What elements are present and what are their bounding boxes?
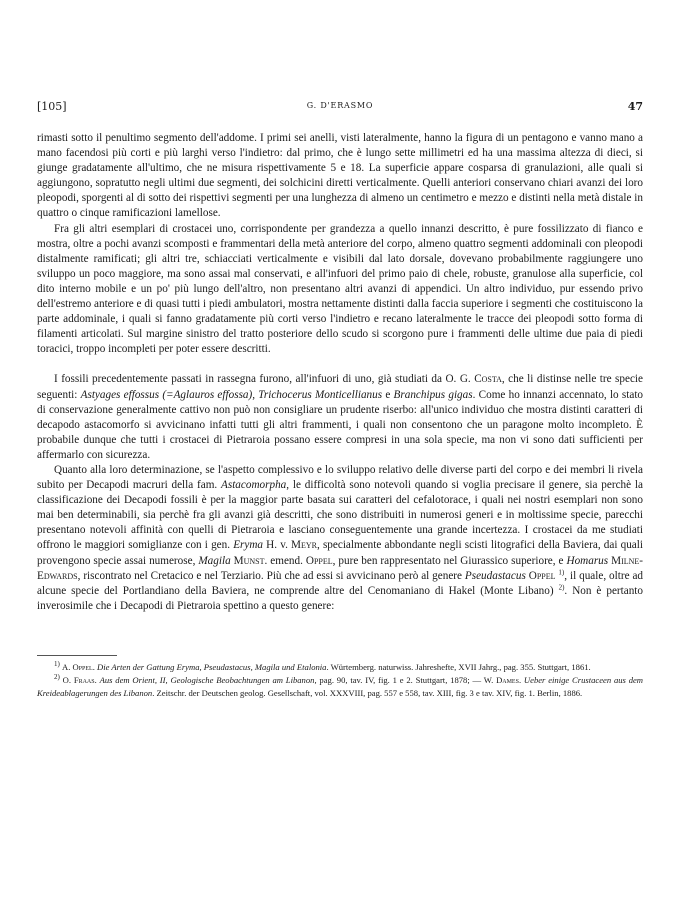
author-name: Oppel (528, 569, 556, 582)
genus-name: Eryma (233, 539, 264, 552)
footnote-divider (37, 655, 117, 656)
page-reference: [105] (37, 100, 67, 113)
author-name: Milne-Edwards (37, 554, 644, 582)
work-title: Die Arten der Gattung Eryma, Pseudastacus, Magila und Etalonia (97, 662, 327, 672)
body-text (37, 131, 643, 614)
footnotes (37, 661, 643, 700)
genus-name: Magila (198, 554, 231, 567)
author-name: O. Fraas (62, 675, 95, 685)
paragraph-3: I fossili precedentemente passati in rassegna furono, all'infuori di uno, già studiati da O. G. Costa, che li distinse nelle tre specie seguenti: Astyages effossus (=Aglauros effossa), Trichocerus Monticellianus e Branchipus gigas. Come ho innanzi accennato, lo stato di conservazione generalmente cattivo non può non consigliare un prudente riserbo: all'unico individuo che mostra distinti caratteri di decapodo astacomorfo si avvicinano infatti tutti gli altri frammenti, i quali non consentono che un paragone molto incompleto. È probabile dunque che tutti i crostacei di Pietraroia possano essere compresi in una sola specie, ma non vi sono dati sufficienti per affermarlo con sicurezza. (37, 373, 644, 461)
author-name: A. Oppel (62, 662, 93, 672)
footnote-mark: 2) (54, 673, 60, 682)
work-title: Ueber einige Crustaceen aus dem Kreideablagerungen des Libanon (37, 675, 644, 698)
author-name: Munst. (233, 554, 268, 567)
work-title: Aus dem Orient, II, Geologische Beobachtungen am Libanon (99, 675, 315, 685)
author-name: Dames (496, 675, 519, 685)
author-name: Meyr (291, 539, 317, 552)
footnote-ref-2[interactable]: 2) (558, 582, 565, 591)
family-name: Astacomorpha (221, 479, 287, 492)
footnote-ref-1[interactable]: 1) (558, 567, 565, 576)
species-name: Branchipus gigas (393, 388, 473, 401)
paragraph-1: rimasti sotto il penultimo segmento dell'addome. I primi sei anelli, visti lateralmente, hanno la figura di un pentagono e vanno mano a mano facendosi più corti e più larghi verso l'indietro: dal primo, che è lungo sette millimetri ed ha una massima altezza di dieci, si giunge gradatamente all'ultimo, che ne misura rispettivamente 5 e 18. La superficie appare cosparsa di granulazioni, alle quali si aggiungono, sopratutto negli ultimi due segmenti, dei solchicini diretti verticalmente. Quelli anteriori conservano chiari avanzi dei loro pleopodi, sporgenti al di sotto dei rispettivi segmenti per una lunghezza di almeno un centimetro e mezzo e distinti nella metà distale in quattro o cinque ramificazioni lamellose. (37, 132, 643, 220)
genus-name: Pseudastacus (464, 569, 526, 582)
footnote-mark: 1) (54, 660, 60, 669)
author-name: Oppel (305, 554, 333, 567)
page-number: 47 (627, 100, 643, 113)
species-name: Astyages effossus (=Aglauros effossa), Trichocerus Monticellianus (80, 388, 383, 401)
author-name: Costa (474, 373, 502, 386)
genus-name: Homarus (566, 554, 609, 567)
paragraph-4: Quanto alla loro determinazione, se l'aspetto complessivo e lo sviluppo relativo delle diverse parti del corpo e dei membri li rivela subito per Decapodi macruri della fam. Astacomorpha, le difficoltà sono notevoli quando si voglia precisare il genere, sia perchè la classificazione dei Decapodi fossili è per la maggior parte basata sui caratteri del cefalotorace, i quali nei nostri esemplari non sono mai ben determinabili, sia perchè fra gli avanzi già descritti, che sono distribuiti in numerosi generi e in moltissime specie, parecchi presentano notevoli affinità con quelli di Pietraroia e lasciano conseguentemente una grande incertezza. I crostacei da me studiati offrono le maggiori somiglianze con i gen. Eryma H. v. Meyr, specialmente abbondante negli scisti litografici della Baviera, dai quali provengono specie assai numerose, Magila Munst. emend. Oppel, pure ben rappresentato nel Giurassico superiore, e Homarus Milne-Edwards, riscontrato nel Cretacico e nel Terziario. Più che ad essi si avvicinano però al genere Pseudastacus Oppel $^{1)}$, il quale, oltre ad alcune specie del Portlandiano della Baviera, ne comprende altre del Cenomaniano di Hakel (Monte Libano) $^{2)}$. Non è pertanto inverosimile che i Decapodi di Pietraroia spettino a questo genere: (37, 463, 644, 612)
footnote-1: $^{1)}$ A. Oppel. Die Arten der Gattung Eryma, Pseudastacus, Magila und Etalonia. Würtemberg. naturwiss. Jahreshefte, XVII Jahrg., pag. 355. Stuttgart, 1861. (54, 660, 591, 672)
footnote-2: $^{2)}$ O. Fraas. Aus dem Orient, II, Geologische Beobachtungen am Libanon, pag. 90, tav. IV, fig. 1 e 2. Stuttgart, 1878; — W. Dames. Ueber einige Crustaceen aus dem Kreideablagerungen des Libanon. Zeitschr. der Deutschen geolog. Gesellschaft, vol. XXXVIII, pag. 557 e 558, tav. XIII, fig. 3 e tav. XIV, fig. 1. Berlin, 1886. (37, 673, 644, 698)
paragraph-2: Fra gli altri esemplari di crostacei uno, corrispondente per grandezza a quello innanzi descritto, è pure fossilizzato di fianco e mostra, oltre a pochi avanzi scomposti e frammentari della metà anteriore del corpo, almeno quattro segmenti addominali con pleopodi distalmente ramificati; gli altri tre, schiacciati verticalmente e visibili dal lato dorsale, dovevano probabilmente raggiungere uno sviluppo un poco maggiore, ma sono assai mal conservati, e all'infuori del primo paio di chele, robuste, granulose alla superficie, col dito interno mobile e un po' più lungo dell'altro, non presentano altri avanzi di appendici. Un altro individuo, pur essendo privo dell'estremo anteriore e di quasi tutti i piedi ambulatori, mostra nettamente distinti dalla faccia superiore i segmenti che costituiscono la parte addominale, i quali si fanno gradatamente più corti verso l'indietro e recano lateralmente le tracce dei pleopodi sotto forma di filamenti articolati. Sul margine sinistro del tratto posteriore dello scudo si scorgono pure i frammenti delle ultime due paia di piedi toracici, troppo incompleti per poter essere descritti. (37, 222, 643, 356)
running-header (37, 100, 643, 116)
running-author: G. D'ERASMO (306, 101, 374, 110)
